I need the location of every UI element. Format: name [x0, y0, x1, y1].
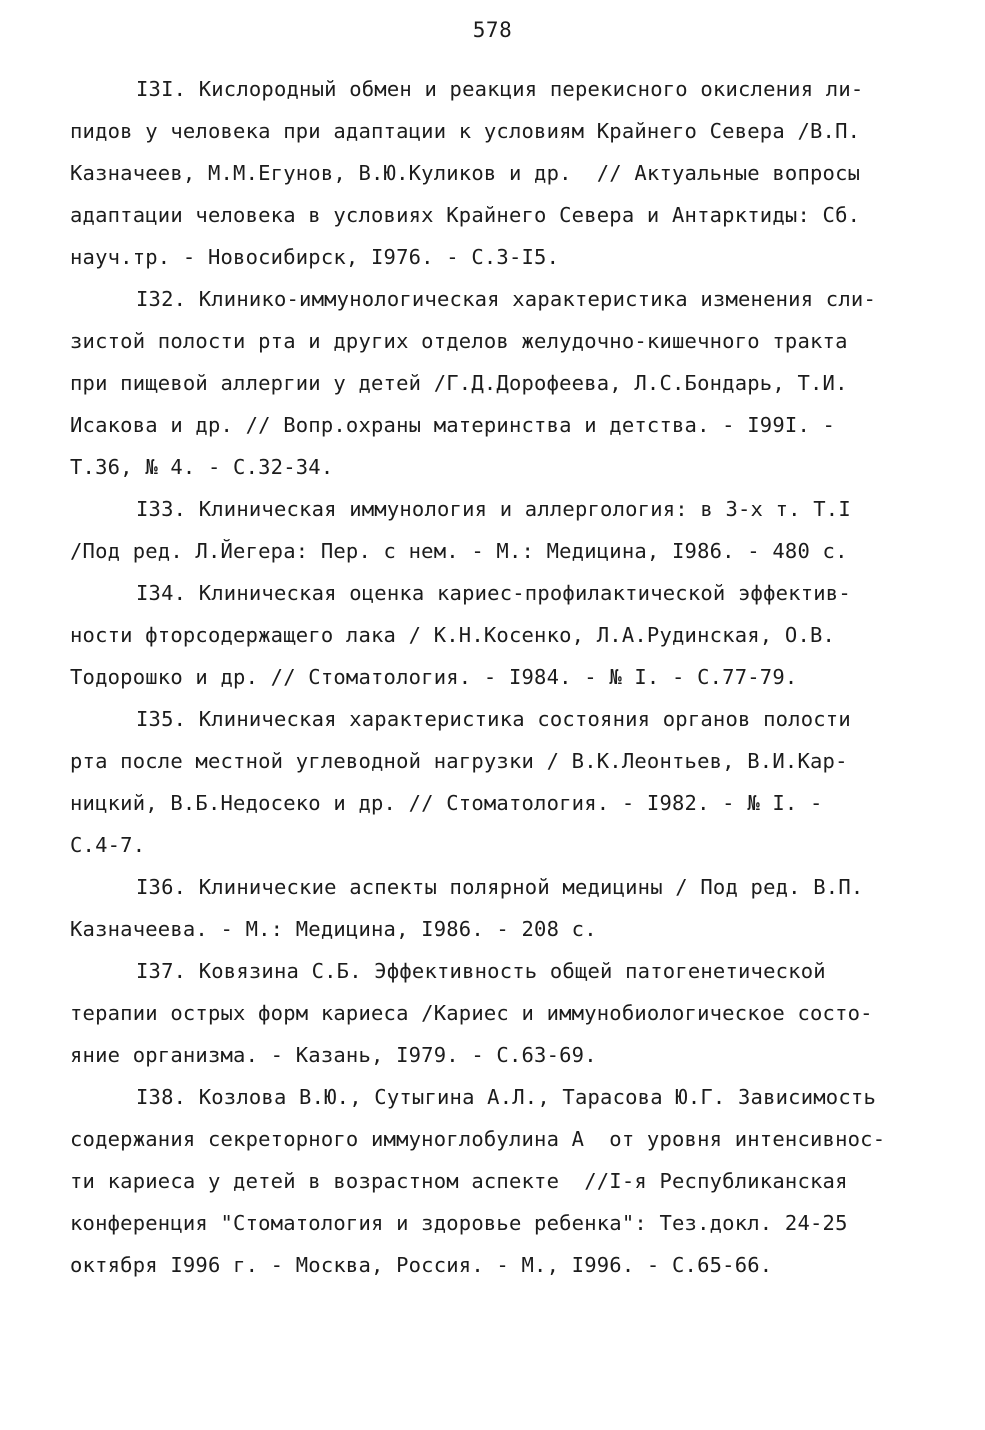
reference-entry-131 — [70, 68, 920, 278]
reference-line: науч.тр. - Новосибирск, I976. - С.3-I5. — [70, 245, 560, 269]
reference-line: ности фторсодержащего лака / К.Н.Косенко, Л.А.Рудинская, О.В. — [70, 623, 836, 647]
reference-line: Т.36, № 4. - С.32-34. — [70, 455, 334, 479]
reference-entry-136 — [70, 866, 920, 950]
reference-line: Тодорошко и др. // Стоматология. - I984. - № I. - С.77-79. — [70, 665, 798, 689]
reference-line: Казначеев, М.М.Егунов, В.Ю.Куликов и др. // Актуальные вопросы — [70, 161, 861, 185]
reference-line: яние организма. - Казань, I979. - С.63-69. — [70, 1043, 597, 1067]
page-number: 578 — [472, 18, 513, 42]
reference-line: при пищевой аллергии у детей /Г.Д.Дорофеева, Л.С.Бондарь, Т.И. — [70, 371, 848, 395]
reference-entry-133 — [70, 488, 920, 572]
reference-line: терапии острых форм кариеса /Кариес и иммунобиологическое состо- — [70, 1001, 873, 1025]
reference-line: ницкий, В.Б.Недосеко и др. // Стоматология. - I982. - № I. - — [70, 791, 823, 815]
reference-entry-137 — [70, 950, 920, 1076]
reference-list — [70, 68, 920, 1286]
reference-entry-132 — [70, 278, 920, 488]
reference-line: I33. Клиническая иммунология и аллергология: в 3-х т. Т.I — [136, 497, 851, 521]
reference-line: I32. Клинико-иммунологическая характеристика изменения сли- — [136, 287, 876, 311]
reference-line: /Под ред. Л.Йегера: Пер. с нем. - М.: Медицина, I986. - 480 с. — [70, 539, 848, 563]
reference-line: рта после местной углеводной нагрузки / В.К.Леонтьев, В.И.Кар- — [70, 749, 848, 773]
reference-line: ти кариеса у детей в возрастном аспекте //I-я Республиканская — [70, 1169, 848, 1193]
reference-line: октября I996 г. - Москва, Россия. - М., I996. - С.65-66. — [70, 1253, 773, 1277]
reference-line: содержания секреторного иммуноглобулина А от уровня интенсивнос- — [70, 1127, 886, 1151]
reference-line: I3I. Кислородный обмен и реакция перекисного окисления ли- — [136, 77, 864, 101]
reference-line: адаптации человека в условиях Крайнего Севера и Антарктиды: Сб. — [70, 203, 861, 227]
reference-line: I37. Ковязина С.Б. Эффективность общей патогенетической — [136, 959, 826, 983]
reference-line: зистой полости рта и других отделов желудочно-кишечного тракта — [70, 329, 848, 353]
reference-line: I35. Клиническая характеристика состояния органов полости — [136, 707, 851, 731]
reference-entry-134 — [70, 572, 920, 698]
reference-line: пидов у человека при адаптации к условиям Крайнего Севера /В.П. — [70, 119, 861, 143]
reference-line: I34. Клиническая оценка кариес-профилактической эффектив- — [136, 581, 851, 605]
reference-entry-135 — [70, 698, 920, 866]
reference-line: С.4-7. — [70, 833, 146, 857]
reference-line: I36. Клинические аспекты полярной медицины / Под ред. В.П. — [136, 875, 864, 899]
reference-line: Казначеева. - М.: Медицина, I986. - 208 с. — [70, 917, 597, 941]
reference-entry-138 — [70, 1076, 920, 1286]
reference-line: I38. Козлова В.Ю., Сутыгина А.Л., Тарасова Ю.Г. Зависимость — [136, 1085, 876, 1109]
reference-line: конференция "Стоматология и здоровье ребенка": Тез.докл. 24-25 — [70, 1211, 848, 1235]
reference-line: Исакова и др. // Вопр.охраны материнства и детства. - I99I. - — [70, 413, 836, 437]
